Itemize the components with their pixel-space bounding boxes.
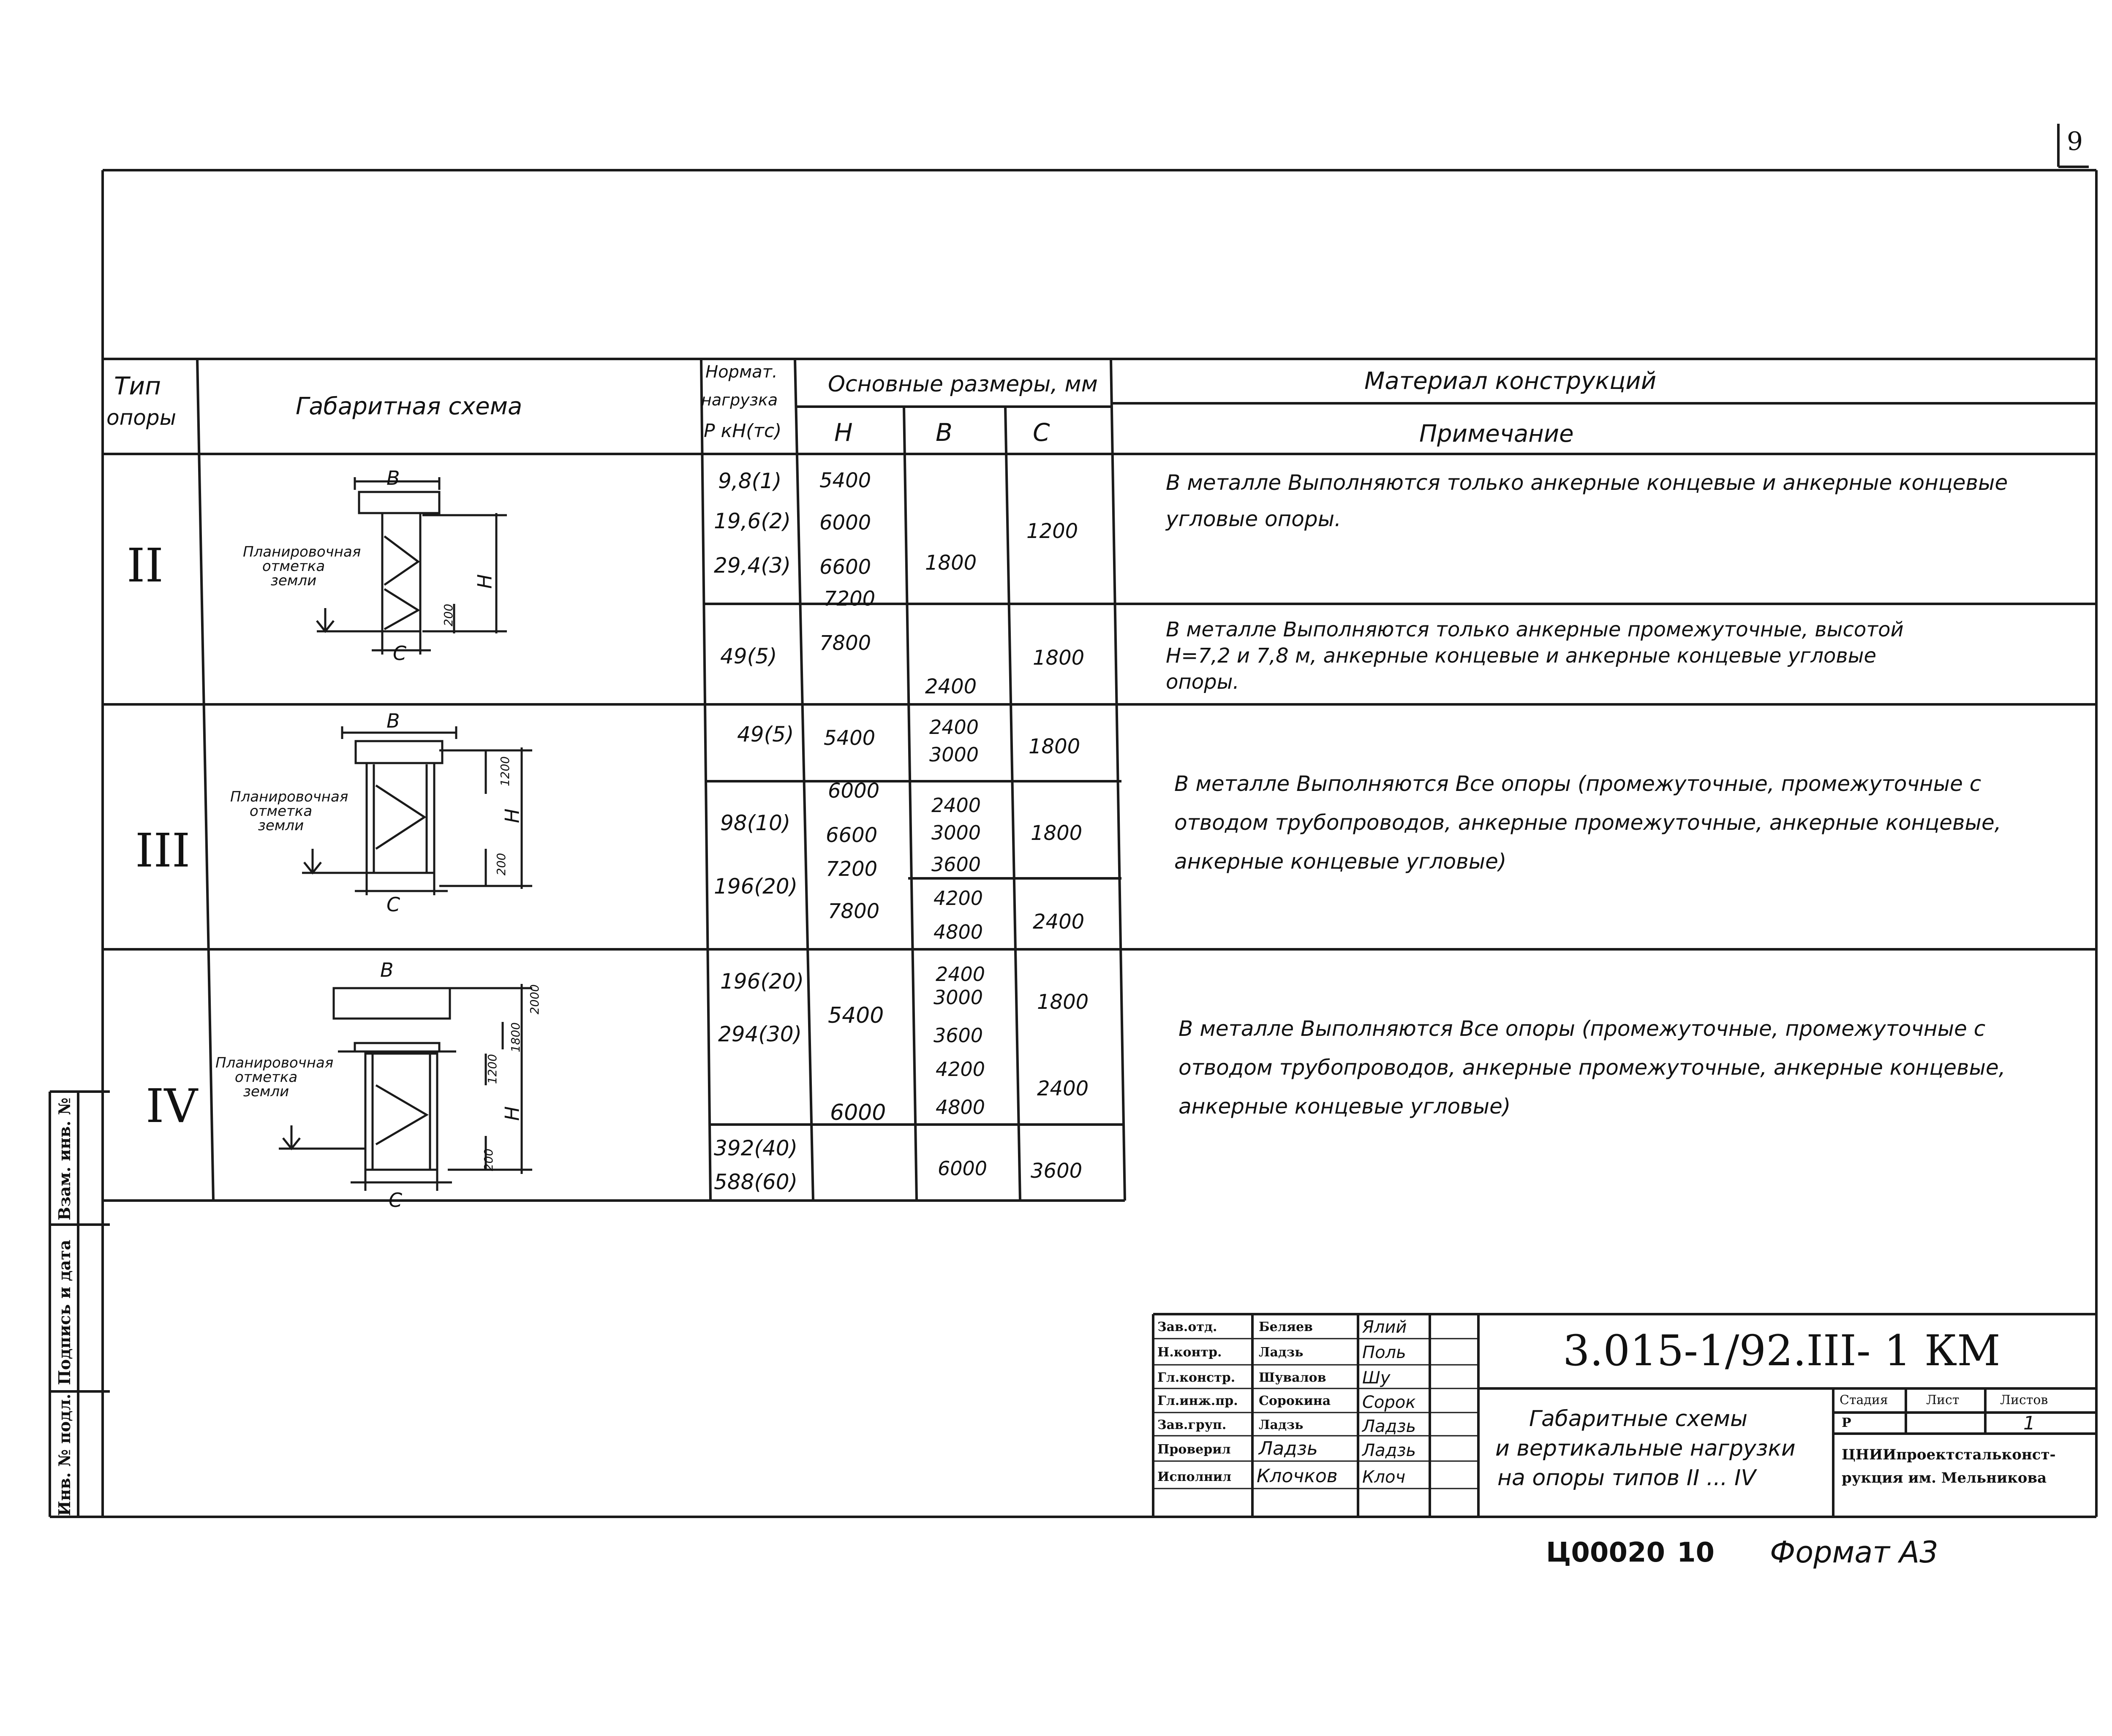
row4-b-4: 4200 bbox=[936, 1058, 985, 1081]
name-6: Ладзь bbox=[1259, 1438, 1318, 1459]
row4-b-sub: 6000 bbox=[938, 1157, 988, 1180]
scheme3-ground: Планировочная отметка земли bbox=[230, 788, 348, 834]
role-7: Исполнил bbox=[1157, 1470, 1232, 1484]
sheet-header: Лист bbox=[1926, 1393, 1960, 1407]
row2-load-2: 19,6(2) bbox=[714, 509, 791, 533]
role-1: Зав.отд. bbox=[1157, 1320, 1217, 1334]
scheme2-h: H bbox=[473, 574, 496, 589]
scheme4-ground: Планировочная отметка земли bbox=[215, 1054, 334, 1100]
name-7: Клочков bbox=[1257, 1465, 1338, 1487]
role-5: Зав.груп. bbox=[1157, 1418, 1227, 1432]
type-iii: III bbox=[135, 823, 191, 878]
header-load-3: P кН(тс) bbox=[704, 420, 782, 442]
name-5: Ладзь bbox=[1259, 1418, 1304, 1432]
row4-h-1: 5400 bbox=[828, 1003, 884, 1028]
row3-note: В металле Выполняются Все опоры (промежуточные, промежуточные с отводом трубопроводов, анкерные промежуточные, анкерные концевые, анкерные концевые угловые) bbox=[1174, 772, 2001, 874]
row4-c-1: 1800 bbox=[1037, 990, 1089, 1014]
signature-3: Шу bbox=[1362, 1368, 1391, 1388]
scheme2-200: 200 bbox=[441, 603, 456, 627]
scheme3-1200: 1200 bbox=[498, 756, 512, 787]
scheme3-h: H bbox=[501, 808, 524, 823]
scheme-ii bbox=[317, 477, 507, 655]
row4-b-5: 4800 bbox=[936, 1096, 985, 1119]
name-3: Шувалов bbox=[1259, 1370, 1326, 1385]
row3-b-2b: 3000 bbox=[931, 821, 981, 844]
row3-load-top: 49(5) bbox=[737, 722, 794, 747]
header-dim-c: С bbox=[1033, 418, 1050, 447]
row3-h-3: 6600 bbox=[826, 823, 878, 847]
row4-h-2: 6000 bbox=[830, 1100, 886, 1125]
signature-4: Сорок bbox=[1362, 1393, 1416, 1412]
scheme4-1200: 1200 bbox=[485, 1054, 500, 1084]
scheme3-c: С bbox=[386, 893, 400, 916]
scheme4-1800: 1800 bbox=[509, 1022, 523, 1053]
role-2: Н.контр. bbox=[1157, 1345, 1222, 1360]
stage-header: Стадия bbox=[1840, 1393, 1888, 1407]
row4-load-sub-1: 392(40) bbox=[714, 1136, 798, 1160]
header-dim-h: H bbox=[834, 418, 853, 447]
row3-load-1: 98(10) bbox=[720, 811, 791, 835]
scheme4-2000: 2000 bbox=[528, 984, 542, 1015]
scheme3-b: В bbox=[386, 709, 400, 732]
doc-title-2: и вертикальные нагрузки bbox=[1495, 1436, 1796, 1461]
header-dims: Основные размеры, мм bbox=[828, 372, 1098, 397]
row3-h-5: 7800 bbox=[828, 899, 880, 923]
name-4: Сорокина bbox=[1259, 1394, 1331, 1408]
role-3: Гл.констр. bbox=[1157, 1370, 1236, 1385]
scheme4-200: 200 bbox=[482, 1148, 496, 1171]
row3-b-1a: 2400 bbox=[929, 716, 979, 739]
footer-page-number: 10 bbox=[1677, 1537, 1715, 1568]
row4-b-2: 3000 bbox=[934, 986, 983, 1009]
row3-h-1: 5400 bbox=[824, 726, 876, 750]
row2-b: 1800 bbox=[925, 551, 977, 575]
signature-5: Ладзь bbox=[1362, 1417, 1416, 1436]
header-material: Материал конструкций bbox=[1364, 367, 1657, 395]
stage-value: Р bbox=[1842, 1415, 1851, 1430]
row3-c-2: 1800 bbox=[1031, 821, 1083, 845]
row3-b-1b: 3000 bbox=[929, 743, 979, 766]
row2-h-4: 7200 bbox=[824, 587, 876, 611]
row2-sub-note: В металле Выполняются только анкерные промежуточные, высотой Н=7,2 и 7,8 м, анкерные концевые и анкерные концевые угловые опоры. bbox=[1166, 618, 1904, 694]
org-line-1: ЦНИИпроектстальконст- bbox=[1842, 1446, 2056, 1463]
type-ii: II bbox=[127, 538, 163, 592]
row3-h-4: 7200 bbox=[826, 857, 878, 881]
role-6: Проверил bbox=[1157, 1442, 1231, 1457]
role-4: Гл.инж.пр. bbox=[1157, 1394, 1238, 1408]
row4-load-sub-2: 588(60) bbox=[714, 1170, 798, 1194]
signature-6: Ладзь bbox=[1362, 1441, 1416, 1460]
row4-load-1: 196(20) bbox=[720, 969, 804, 994]
row2-load-1: 9,8(1) bbox=[718, 469, 782, 493]
type-iv: IV bbox=[146, 1079, 198, 1133]
sheets-header: Листов bbox=[2000, 1393, 2048, 1407]
row2-h-2: 6000 bbox=[819, 511, 871, 535]
doc-title-1: Габаритные схемы bbox=[1529, 1406, 1748, 1432]
row3-h-2: 6000 bbox=[828, 779, 880, 803]
signature-2: Поль bbox=[1362, 1343, 1406, 1362]
row4-b-1: 2400 bbox=[936, 963, 985, 986]
doc-title-3: на опоры типов II ... IV bbox=[1497, 1465, 1756, 1491]
row2-sub-b: 2400 bbox=[925, 675, 977, 698]
side-label-inv-original: Инв. № подл. bbox=[55, 1394, 74, 1516]
header-type-2: опоры bbox=[106, 405, 177, 430]
header-dim-b: В bbox=[936, 418, 953, 447]
row2-sub-c: 1800 bbox=[1033, 646, 1085, 670]
scheme4-c: С bbox=[389, 1189, 403, 1212]
row4-c-sub: 3600 bbox=[1031, 1159, 1083, 1183]
scheme2-b: В bbox=[386, 467, 400, 489]
row4-c-2: 2400 bbox=[1037, 1077, 1089, 1100]
org-line-2: рукция им. Мельникова bbox=[1842, 1470, 2047, 1486]
side-label-replace-inv: Взам. инв. № bbox=[55, 1098, 74, 1220]
name-1: Беляев bbox=[1259, 1320, 1313, 1334]
row2-sub-load: 49(5) bbox=[720, 644, 777, 668]
row2-sub-h: 7800 bbox=[819, 631, 871, 655]
format-label: Формат А3 bbox=[1770, 1535, 1938, 1570]
row2-load-3: 29,4(3) bbox=[714, 553, 791, 578]
header-note: Примечание bbox=[1419, 420, 1574, 448]
scheme2-c: С bbox=[393, 642, 407, 665]
row3-b-2c: 3600 bbox=[931, 853, 981, 876]
doc-code: 3.015-1/92.III- 1 КМ bbox=[1563, 1326, 2000, 1375]
header-type-1: Тип bbox=[114, 372, 161, 400]
scheme4-b: В bbox=[380, 959, 394, 981]
header-load-1: Нормат. bbox=[705, 362, 778, 382]
scheme4-h: H bbox=[501, 1106, 524, 1121]
row3-load-2: 196(20) bbox=[714, 874, 798, 899]
row3-b-3b: 4800 bbox=[934, 921, 983, 943]
row3-c-1: 1800 bbox=[1029, 735, 1080, 758]
row3-c-3: 2400 bbox=[1033, 910, 1085, 934]
signature-7: Клоч bbox=[1362, 1467, 1406, 1487]
inventory-number: Ц00020 bbox=[1546, 1537, 1666, 1568]
row2-h-3: 6600 bbox=[819, 555, 871, 579]
row4-load-2: 294(30) bbox=[718, 1022, 802, 1046]
row2-h-1: 5400 bbox=[819, 469, 871, 492]
scheme2-ground: Планировочная отметка земли bbox=[243, 543, 361, 589]
sheet-number: 9 bbox=[2067, 127, 2083, 156]
row4-b-3: 3600 bbox=[934, 1024, 983, 1047]
row2-note: В металле Выполняются только анкерные концевые и анкерные концевые угловые опоры. bbox=[1166, 470, 2008, 531]
row2-c: 1200 bbox=[1026, 519, 1078, 543]
sheets-value: 1 bbox=[2023, 1413, 2035, 1434]
scheme3-200: 200 bbox=[494, 853, 509, 876]
row4-note: В металле Выполняются Все опоры (промежуточные, промежуточные с отводом трубопроводов, анкерные промежуточные, анкерные концевые, анкерные концевые угловые) bbox=[1178, 1016, 2006, 1119]
header-load-2: нагрузка bbox=[701, 391, 778, 409]
side-label-signature-date: Подпись и дата bbox=[55, 1239, 74, 1385]
row3-b-3a: 4200 bbox=[934, 887, 983, 910]
name-2: Ладзь bbox=[1259, 1345, 1304, 1360]
signature-1: Ялий bbox=[1362, 1318, 1407, 1337]
header-scheme: Габаритная схема bbox=[296, 393, 523, 420]
row3-b-2a: 2400 bbox=[931, 794, 981, 817]
